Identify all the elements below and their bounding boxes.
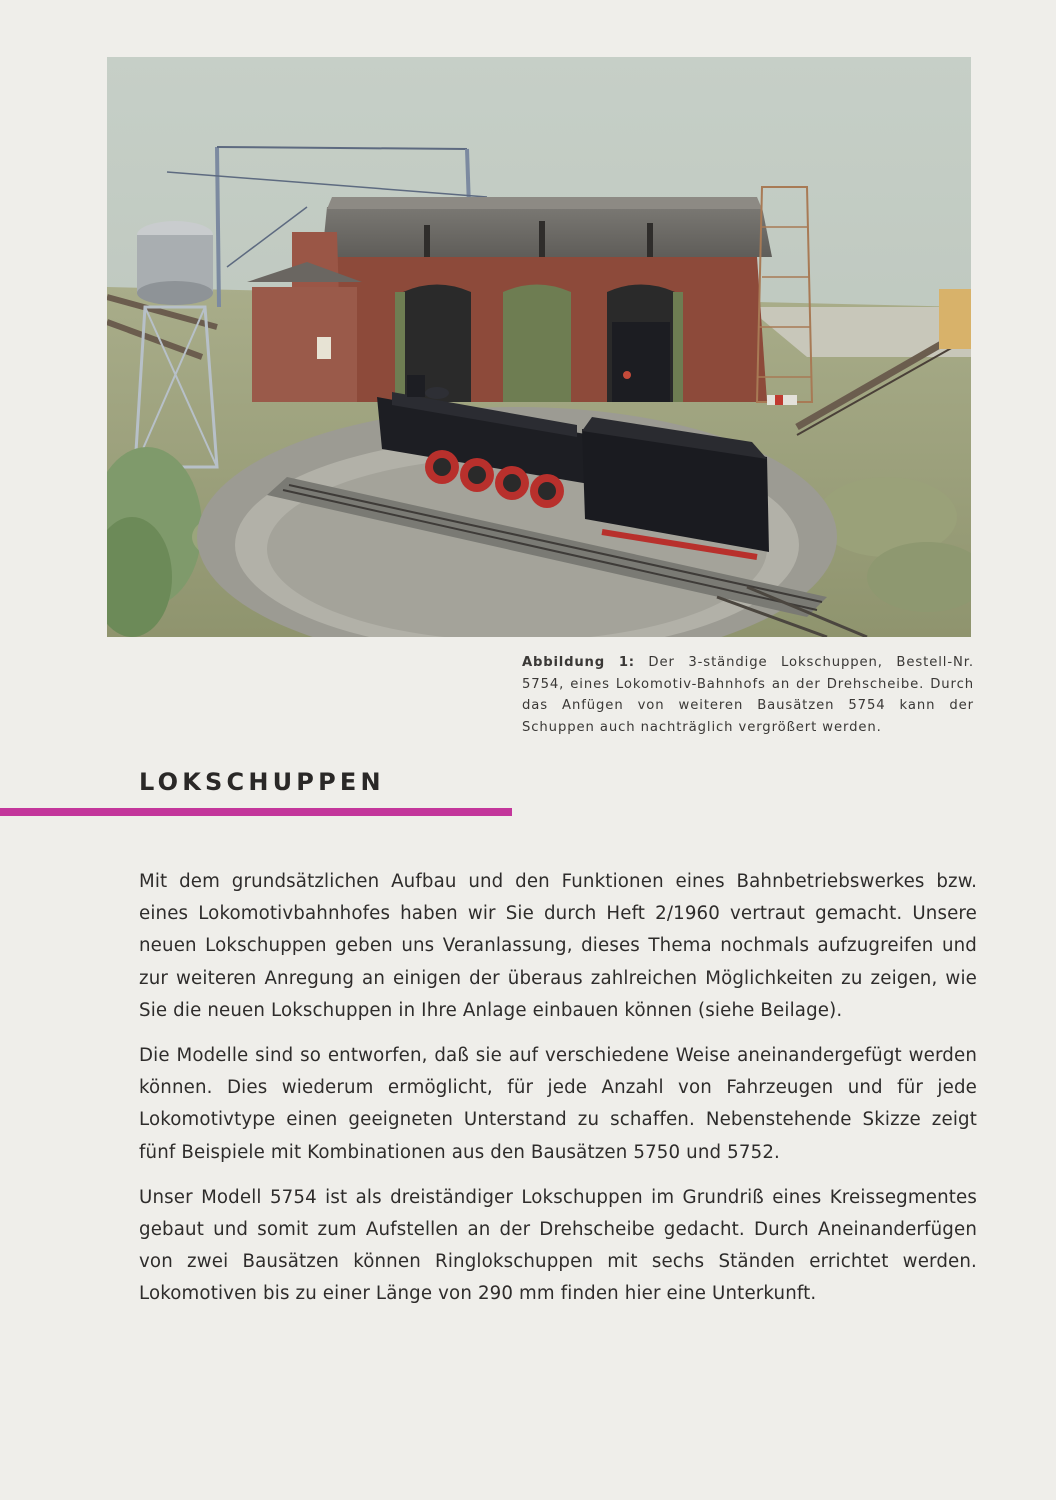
caption-text: Der 3-ständige Lokschuppen, Bestell-Nr. 5754, eines Lokomotiv-Bahnhofs an der Drehscheibe. Durch das Anfügen von weiteren Bausätzen 5754 kann der Schuppen auch nachträglich vergrößert werden.	[522, 655, 974, 735]
figure-caption	[522, 652, 974, 738]
paragraph-3: Unser Modell 5754 ist als dreiständiger Lokschuppen im Grundriß eines Kreissegmentes gebaut und somit zum Aufstellen an der Drehscheibe gedacht. Durch Aneinanderfügen von zwei Bausätzen können Ringlokschuppen mit sechs Ständen errichtet werden. Lokomotiven bis zu einer Länge von 290 mm finden hier eine Unterkunft.	[139, 1186, 977, 1305]
caption-label: Abbildung 1:	[522, 655, 635, 670]
section-accent-rule	[0, 808, 512, 816]
body-text	[139, 866, 977, 1324]
paragraph-2: Die Modelle sind so entworfen, daß sie auf verschiedene Weise aneinandergefügt werden können. Dies wiederum ermöglicht, für jede Anzahl von Fahrzeugen und für jede Lokomotivtype einen geeigneten Unterstand zu schaffen. Nebenstehende Skizze zeigt fünf Beispiele mit Kombinationen aus den Bausätzen 5750 und 5752.	[139, 1045, 977, 1163]
section-title: LOKSCHUPPEN	[139, 768, 385, 796]
paragraph-1: Mit dem grundsätzlichen Aufbau und den Funktionen eines Bahnbetriebswerkes bzw. eines Lokomotivbahnhofes haben wir Sie durch Heft 2/1960 vertraut gemacht. Unsere neuen Lokschuppen geben uns Veranlassung, dieses Thema nochmals aufzugreifen und zur weiteren Anregung an einigen der überaus zahlreichen Möglichkeiten zu zeigen, wie Sie die neuen Lokschuppen in Ihre Anlage einbauen können (siehe Beilage).	[139, 871, 977, 1021]
lokschuppen-photo	[107, 57, 971, 637]
